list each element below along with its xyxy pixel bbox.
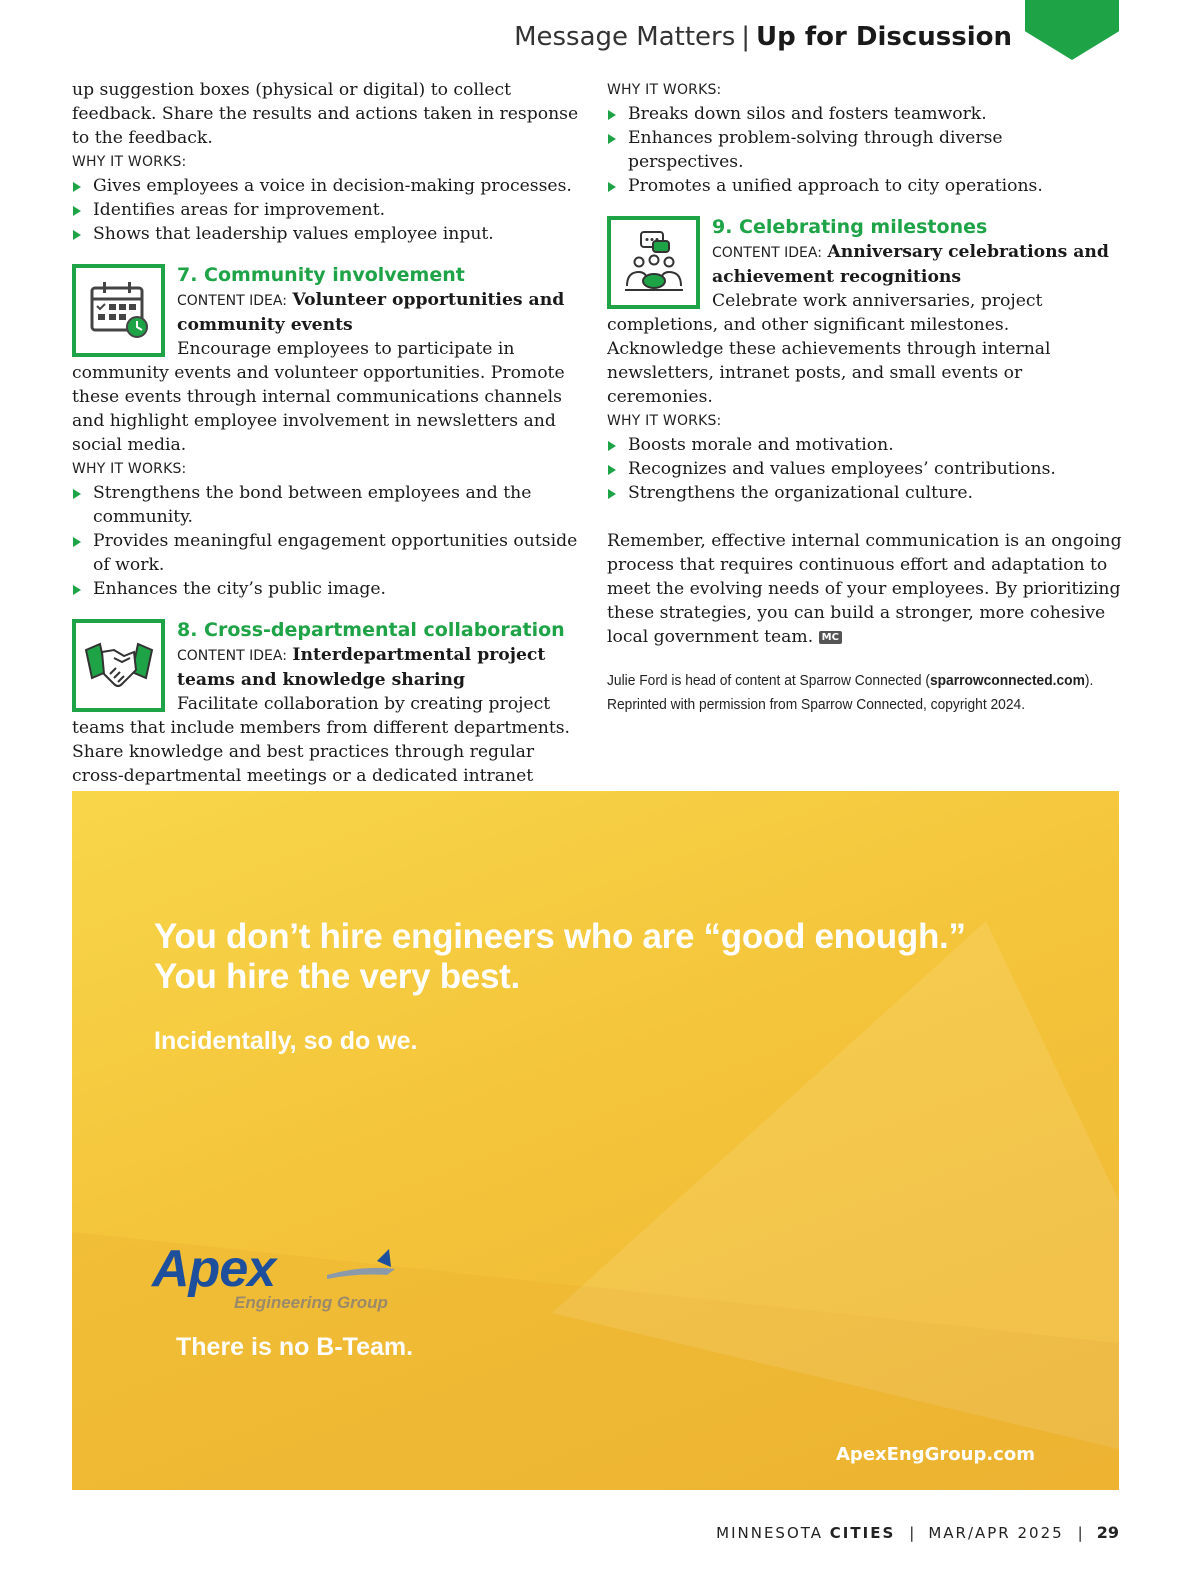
issue-date: MAR/APR 2025 <box>928 1524 1064 1542</box>
why-list <box>607 433 1122 505</box>
end-mark-icon: MC <box>819 631 842 644</box>
calendar-icon <box>72 264 165 357</box>
closing-text: Remember, effective internal communication is an ongoing process that requires continuous effort and adaptation to meet the evolving needs of your employees. By prioritizing these strategies, you can build a stronger, more cohesive local government team. <box>607 531 1122 647</box>
paragraph-gap <box>607 505 1122 529</box>
strategy-body: Facilitate collaboration by creating project teams that include members from different departments. Share knowledge and best practices through regular cross-departmental meetings or a dedicated intranet <box>72 694 571 786</box>
ad-tagline: There is no B-Team. <box>176 1333 414 1361</box>
strategy-body: Encourage employees to participate in community events and volunteer opportunities. Promote these events through internal communications channels and highlight employee involvement in newsletters and social media. <box>72 339 565 455</box>
content-idea-label: CONTENT IDEA: <box>177 293 287 309</box>
why-label: WHY IT WORKS: <box>72 154 187 170</box>
strategy-title: 9. Celebrating milestones <box>712 216 988 238</box>
list-item: Promotes a unified approach to city operations. <box>607 174 1122 198</box>
list-item: Gives employees a voice in decision-making processes. <box>72 174 587 198</box>
footer-separator: | <box>909 1524 915 1542</box>
strategy-body: Celebrate work anniversaries, project completions, and other significant milestones. Acknowledge these achievements through internal newsletters, intranet posts, and small events or ceremonies. <box>607 291 1051 407</box>
strategy-title: 7. Community involvement <box>177 264 465 286</box>
header-separator: | <box>741 22 751 52</box>
list-item: Strengthens the bond between employees and the community. <box>72 481 587 529</box>
handshake-icon <box>72 619 165 712</box>
magazine-name-bold: CITIES <box>829 1524 896 1542</box>
ad-subheadline: Incidentally, so do we. <box>154 1027 418 1055</box>
section-title: Up for Discussion <box>756 22 1012 52</box>
why-list <box>72 481 587 601</box>
list-item: Boosts morale and motivation. <box>607 433 1122 457</box>
list-item: Recognizes and values employees’ contributions. <box>607 457 1122 481</box>
logo-subtitle: Engineering Group <box>234 1293 388 1312</box>
page-number: 29 <box>1096 1523 1119 1542</box>
why-label: WHY IT WORKS: <box>607 82 722 98</box>
intro-paragraph: up suggestion boxes (physical or digital) to collect feedback. Share the results and actions taken in response to the feedback. <box>72 80 579 148</box>
closing-paragraph <box>607 529 1122 649</box>
strategy-title: 8. Cross-departmental collaboration <box>177 619 565 641</box>
page-footer <box>716 1523 1119 1542</box>
list-item: Shows that leadership values employee input. <box>72 222 587 246</box>
content-idea-text: Volunteer opportunities and community events <box>177 290 565 335</box>
list-item: Breaks down silos and fosters teamwork. <box>607 102 1122 126</box>
team-meeting-icon <box>607 216 700 309</box>
section-name: Message Matters <box>514 22 736 52</box>
apex-advertisement <box>72 791 1119 1490</box>
why-label: WHY IT WORKS: <box>607 413 722 429</box>
content-idea-text: Anniversary celebrations and achievement recognitions <box>712 242 1109 287</box>
author-credit <box>607 669 1122 717</box>
left-column <box>72 78 587 812</box>
credit-link[interactable]: sparrowconnected.com <box>929 672 1085 689</box>
list-item: Enhances problem-solving through diverse perspectives. <box>607 126 1122 174</box>
why-label: WHY IT WORKS: <box>72 461 187 477</box>
footer-separator: | <box>1077 1524 1083 1542</box>
list-item: Strengthens the organizational culture. <box>607 481 1122 505</box>
list-item: Identifies areas for improvement. <box>72 198 587 222</box>
credit-text: ). Reprinted with permission from Sparrow Connected, copyright 2024. <box>607 672 1094 713</box>
content-idea-label: CONTENT IDEA: <box>177 648 287 664</box>
why-list <box>607 102 1122 198</box>
list-item: Provides meaningful engagement opportunities outside of work. <box>72 529 587 577</box>
logo-swoosh-icon <box>327 1247 399 1287</box>
magazine-name: MINNESOTA <box>716 1524 824 1542</box>
strategy-7 <box>72 262 587 457</box>
section-tab-marker <box>1025 0 1119 60</box>
credit-text: Julie Ford is head of content at Sparrow Connected ( <box>607 672 930 689</box>
ad-headline-line: You don’t hire engineers who are “good enough.” <box>154 917 966 956</box>
running-header <box>514 22 1012 52</box>
why-list <box>72 174 587 246</box>
logo-wordmark: Apex <box>152 1240 276 1298</box>
content-idea-label: CONTENT IDEA: <box>712 245 822 261</box>
strategy-8 <box>72 617 587 812</box>
ad-headline <box>154 917 966 997</box>
right-column <box>607 78 1122 717</box>
ad-headline-line: You hire the very best. <box>154 957 520 996</box>
ad-website-link[interactable]: ApexEngGroup.com <box>836 1444 1035 1465</box>
content-idea-text: Interdepartmental project teams and knowledge sharing <box>177 645 546 690</box>
strategy-9 <box>607 214 1122 409</box>
list-item: Enhances the city’s public image. <box>72 577 587 601</box>
apex-logo <box>152 1240 388 1312</box>
